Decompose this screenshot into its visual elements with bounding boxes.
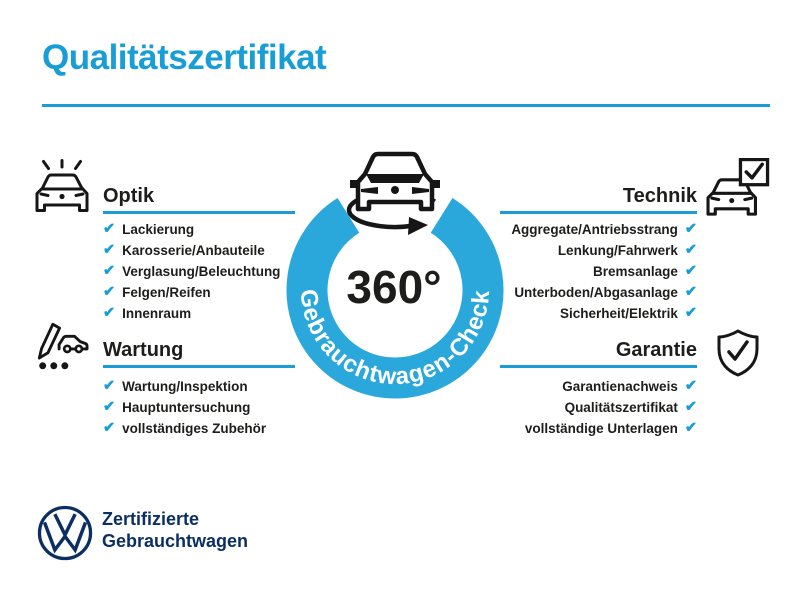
page-title: Qualitätszertifikat (42, 38, 327, 77)
check-icon: ✔ (103, 399, 116, 416)
checklist-item-label: vollständige Unterlagen (524, 421, 678, 436)
check-icon: ✔ (103, 420, 116, 437)
checklist-item-label: Sicherheit/Elektrik (560, 306, 678, 321)
car-360-rotation-icon (349, 154, 440, 235)
check-icon: ✔ (684, 263, 697, 280)
checklist-item-label: Innenraum (122, 306, 192, 321)
check-icon: ✔ (684, 399, 697, 416)
check-icon: ✔ (684, 284, 697, 301)
section-title-technik: Technik (622, 185, 697, 207)
check-icon: ✔ (684, 305, 697, 322)
checklist-item-label: Lenkung/Fahrwerk (557, 243, 678, 258)
checklist-item-label: Verglasung/Beleuchtung (122, 264, 281, 279)
shield-check-icon (714, 328, 762, 378)
vw-logo (36, 504, 94, 562)
checklist-item-label: Unterboden/Abgasanlage (514, 285, 678, 300)
checklist-item-label: Aggregate/Antriebsstrang (511, 222, 678, 237)
badge-value: 360° (346, 261, 442, 313)
check-icon: ✔ (103, 305, 116, 322)
checklist-item-label: Qualitätszertifikat (564, 400, 678, 415)
check-icon: ✔ (103, 221, 116, 238)
checklist-item-label: Lackierung (122, 222, 195, 237)
checklist-item-label: Felgen/Reifen (122, 285, 211, 300)
footer-brand-line1: Zertifizierte (102, 509, 200, 529)
check-icon: ✔ (684, 420, 697, 437)
car-checkbox-icon (705, 158, 773, 218)
check-icon: ✔ (103, 242, 116, 259)
checklist-item-label: Bremsanlage (593, 264, 678, 279)
section-title-wartung: Wartung (103, 339, 184, 361)
checklist-item-label: vollständiges Zubehör (122, 421, 267, 436)
checklist-item-label: Hauptuntersuchung (122, 400, 251, 415)
footer-brand-line2: Gebrauchtwagen (102, 530, 249, 551)
check-icon: ✔ (684, 242, 697, 259)
checklist-item-label: Wartung/Inspektion (122, 379, 248, 394)
check-icon: ✔ (103, 284, 116, 301)
ring-label: Gebrauchtwagen-Check (294, 287, 496, 391)
360-check-badge (195, 90, 595, 490)
section-title-optik: Optik (103, 185, 155, 207)
check-icon: ✔ (103, 378, 116, 395)
check-icon: ✔ (103, 263, 116, 280)
checklist-item-label: Garantienachweis (562, 379, 678, 394)
sparkling-car-icon (32, 159, 92, 216)
section-title-garantie: Garantie (615, 339, 697, 361)
footer-brand-label (102, 509, 248, 552)
check-icon: ✔ (684, 378, 697, 395)
pencil-car-service-icon (32, 319, 90, 373)
check-icon: ✔ (684, 221, 697, 238)
checklist-item-label: Karosserie/Anbauteile (122, 243, 265, 258)
